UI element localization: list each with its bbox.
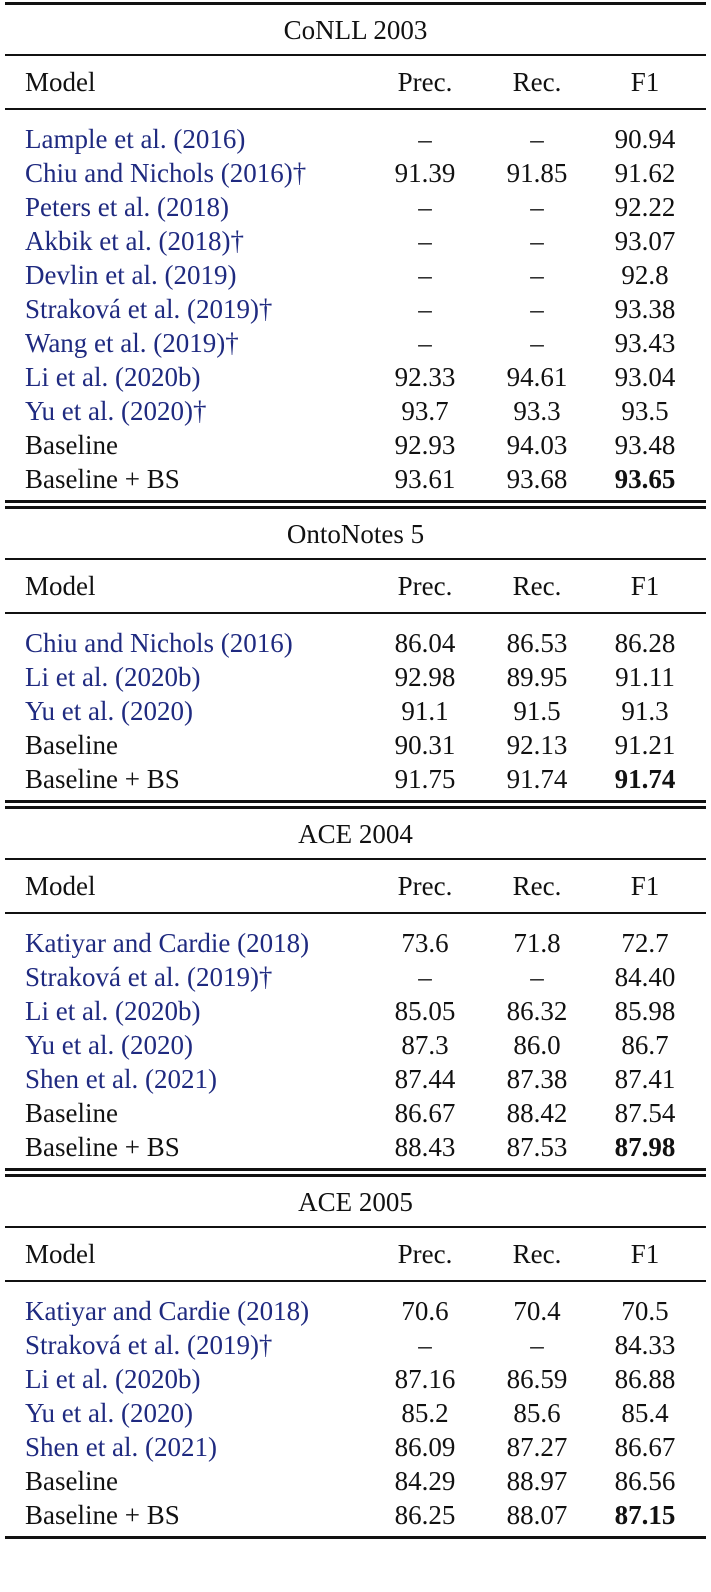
f1-value: 91.62 [614, 158, 676, 188]
column-header-rec: Rec. [512, 1239, 562, 1269]
model-name: Baseline [25, 730, 118, 760]
precision-value: 87.3 [401, 1030, 449, 1060]
recall-value: – [530, 962, 544, 992]
f1-value: 87.15 [614, 1500, 676, 1530]
recall-value: 70.4 [513, 1296, 561, 1326]
model-name: Chiu and Nichols (2016)† [25, 158, 307, 188]
precision-value: – [418, 1330, 432, 1360]
f1-value: 86.88 [614, 1364, 676, 1394]
table-row [5, 258, 706, 292]
model-name: Yu et al. (2020) [25, 1030, 193, 1060]
section-title: ACE 2004 [298, 819, 413, 849]
table-section [5, 2, 706, 500]
precision-value: 92.98 [394, 662, 456, 692]
table-row [5, 1028, 706, 1062]
model-name: Chiu and Nichols (2016) [25, 628, 293, 658]
recall-value: – [530, 124, 544, 154]
model-name: Katiyar and Cardie (2018) [25, 928, 310, 958]
model-name: Li et al. (2020b) [25, 996, 201, 1026]
model-name: Devlin et al. (2019) [25, 260, 237, 290]
column-header-f1: F1 [630, 571, 660, 601]
table-row [5, 1464, 706, 1498]
recall-value: – [530, 1330, 544, 1360]
precision-value: – [418, 962, 432, 992]
precision-value: 86.67 [394, 1098, 456, 1128]
f1-value: 93.43 [614, 328, 676, 358]
column-header-f1: F1 [630, 67, 660, 97]
f1-value: 93.48 [614, 430, 676, 460]
header-row [5, 860, 706, 912]
precision-value: 86.04 [394, 628, 456, 658]
header-row [5, 1228, 706, 1280]
f1-value: 72.7 [621, 928, 669, 958]
f1-value: 90.94 [614, 124, 676, 154]
precision-value: 88.43 [394, 1132, 456, 1162]
model-name: Baseline + BS [25, 1500, 180, 1530]
recall-value: 89.95 [506, 662, 568, 692]
model-name: Baseline + BS [25, 464, 180, 494]
f1-value: 85.98 [614, 996, 676, 1026]
table-row [5, 1328, 706, 1362]
table-section [5, 500, 706, 800]
table-row [5, 1096, 706, 1130]
table-row [5, 190, 706, 224]
precision-value: 93.61 [394, 464, 456, 494]
f1-value: 93.65 [614, 464, 676, 494]
precision-value: – [418, 328, 432, 358]
table-row [5, 1498, 706, 1532]
model-name: Lample et al. (2016) [25, 124, 246, 154]
recall-value: – [530, 328, 544, 358]
recall-value: 86.53 [506, 628, 568, 658]
table-row [5, 156, 706, 190]
recall-value: 87.27 [506, 1432, 568, 1462]
column-header-prec: Prec. [397, 1239, 453, 1269]
precision-value: 87.44 [394, 1064, 456, 1094]
results-tables [5, 2, 706, 1539]
table-row [5, 428, 706, 462]
column-header-rec: Rec. [512, 67, 562, 97]
precision-value: 73.6 [401, 928, 449, 958]
model-name: Straková et al. (2019)† [25, 294, 273, 324]
recall-value: 87.53 [506, 1132, 568, 1162]
recall-value: 91.5 [513, 696, 561, 726]
f1-value: 87.98 [614, 1132, 676, 1162]
recall-value: 88.97 [506, 1466, 568, 1496]
model-name: Yu et al. (2020) [25, 1398, 193, 1428]
table-row [5, 292, 706, 326]
column-header-model: Model [25, 1239, 96, 1269]
top-rule [5, 800, 706, 809]
table-row [5, 960, 706, 994]
f1-value: 86.28 [614, 628, 676, 658]
section-title: OntoNotes 5 [286, 519, 425, 549]
f1-value: 91.74 [614, 764, 676, 794]
column-header-rec: Rec. [512, 571, 562, 601]
f1-value: 91.21 [614, 730, 676, 760]
f1-value: 92.22 [614, 192, 676, 222]
f1-value: 85.4 [621, 1398, 669, 1428]
precision-value: 70.6 [401, 1296, 449, 1326]
section-title: ACE 2005 [298, 1187, 413, 1217]
table-row [5, 926, 706, 960]
f1-value: 86.56 [614, 1466, 676, 1496]
recall-value: 86.0 [513, 1030, 561, 1060]
recall-value: – [530, 192, 544, 222]
f1-value: 70.5 [621, 1296, 669, 1326]
table-row [5, 1130, 706, 1164]
table-row [5, 122, 706, 156]
model-name: Baseline + BS [25, 1132, 180, 1162]
header-row [5, 56, 706, 108]
column-header-f1: F1 [630, 871, 660, 901]
recall-value: – [530, 294, 544, 324]
model-name: Baseline [25, 430, 118, 460]
top-rule [5, 500, 706, 509]
column-header-model: Model [25, 871, 96, 901]
model-name: Katiyar and Cardie (2018) [25, 1296, 310, 1326]
precision-value: 86.09 [394, 1432, 456, 1462]
recall-value: 86.32 [506, 996, 568, 1026]
table-row [5, 462, 706, 496]
model-name: Baseline + BS [25, 764, 180, 794]
f1-value: 86.7 [621, 1030, 669, 1060]
section-title: CoNLL 2003 [283, 15, 428, 45]
model-name: Li et al. (2020b) [25, 1364, 201, 1394]
top-rule [5, 1168, 706, 1177]
f1-value: 91.11 [615, 662, 675, 692]
precision-value: – [418, 124, 432, 154]
model-name: Yu et al. (2020) [25, 696, 193, 726]
column-header-rec: Rec. [512, 871, 562, 901]
model-name: Straková et al. (2019)† [25, 1330, 273, 1360]
table-row [5, 762, 706, 796]
recall-value: 93.68 [506, 464, 568, 494]
table-row [5, 1294, 706, 1328]
recall-value: 91.74 [506, 764, 568, 794]
table-row [5, 224, 706, 258]
precision-value: 86.25 [394, 1500, 456, 1530]
header-row [5, 560, 706, 612]
f1-value: 93.04 [614, 362, 676, 392]
f1-value: 93.07 [614, 226, 676, 256]
table-row [5, 326, 706, 360]
table-section [5, 800, 706, 1168]
table-section [5, 1168, 706, 1536]
precision-value: 90.31 [394, 730, 456, 760]
column-header-prec: Prec. [397, 871, 453, 901]
f1-value: 93.5 [621, 396, 669, 426]
precision-value: 92.33 [394, 362, 456, 392]
recall-value: – [530, 260, 544, 290]
column-header-prec: Prec. [397, 571, 453, 601]
model-name: Baseline [25, 1098, 118, 1128]
precision-value: 91.39 [394, 158, 456, 188]
f1-value: 91.3 [621, 696, 669, 726]
model-name: Wang et al. (2019)† [25, 328, 239, 358]
precision-value: – [418, 294, 432, 324]
table-row [5, 694, 706, 728]
precision-value: – [418, 192, 432, 222]
precision-value: 91.1 [401, 696, 449, 726]
f1-value: 84.40 [614, 962, 676, 992]
recall-value: 85.6 [513, 1398, 561, 1428]
precision-value: 87.16 [394, 1364, 456, 1394]
precision-value: 85.05 [394, 996, 456, 1026]
f1-value: 86.67 [614, 1432, 676, 1462]
f1-value: 84.33 [614, 1330, 676, 1360]
precision-value: – [418, 226, 432, 256]
table-row [5, 728, 706, 762]
table-row [5, 394, 706, 428]
model-name: Peters et al. (2018) [25, 192, 229, 222]
model-name: Shen et al. (2021) [25, 1432, 217, 1462]
column-header-model: Model [25, 67, 96, 97]
model-name: Li et al. (2020b) [25, 362, 201, 392]
precision-value: 93.7 [401, 396, 449, 426]
model-name: Akbik et al. (2018)† [25, 226, 244, 256]
model-name: Baseline [25, 1466, 118, 1496]
model-name: Li et al. (2020b) [25, 662, 201, 692]
precision-value: 92.93 [394, 430, 456, 460]
precision-value: 91.75 [394, 764, 456, 794]
table-row [5, 660, 706, 694]
table-row [5, 1062, 706, 1096]
recall-value: 87.38 [506, 1064, 568, 1094]
table-row [5, 626, 706, 660]
recall-value: 94.61 [506, 362, 568, 392]
recall-value: 93.3 [513, 396, 561, 426]
table-row [5, 1430, 706, 1464]
model-name: Straková et al. (2019)† [25, 962, 273, 992]
precision-value: – [418, 260, 432, 290]
column-header-model: Model [25, 571, 96, 601]
f1-value: 93.38 [614, 294, 676, 324]
recall-value: 71.8 [513, 928, 561, 958]
model-name: Shen et al. (2021) [25, 1064, 217, 1094]
recall-value: 88.07 [506, 1500, 568, 1530]
table-row [5, 360, 706, 394]
bottom-rule [5, 1536, 706, 1539]
recall-value: 94.03 [506, 430, 568, 460]
f1-value: 87.41 [614, 1064, 676, 1094]
column-header-prec: Prec. [397, 67, 453, 97]
precision-value: 85.2 [401, 1398, 449, 1428]
f1-value: 87.54 [614, 1098, 676, 1128]
recall-value: 88.42 [506, 1098, 568, 1128]
recall-value: 92.13 [506, 730, 568, 760]
recall-value: – [530, 226, 544, 256]
precision-value: 84.29 [394, 1466, 456, 1496]
table-row [5, 1362, 706, 1396]
model-name: Yu et al. (2020)† [25, 396, 207, 426]
recall-value: 86.59 [506, 1364, 568, 1394]
f1-value: 92.8 [621, 260, 669, 290]
column-header-f1: F1 [630, 1239, 660, 1269]
table-row [5, 994, 706, 1028]
table-row [5, 1396, 706, 1430]
recall-value: 91.85 [506, 158, 568, 188]
